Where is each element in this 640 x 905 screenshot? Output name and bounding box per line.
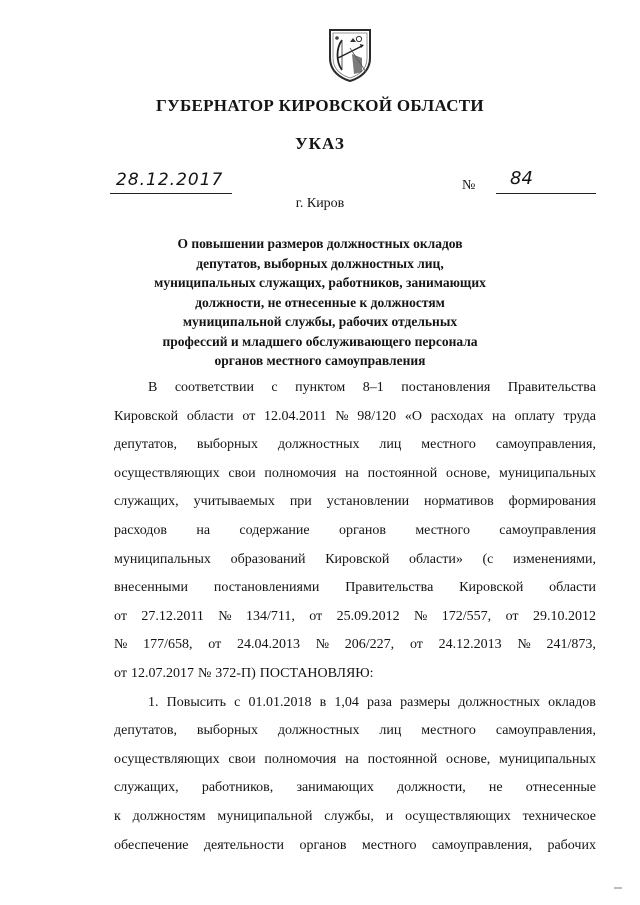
heading-line: профессий и младшего обслуживающего персонала — [162, 333, 478, 349]
paragraph-line: служащих, работников, занимающих должности, не отнесенные — [114, 780, 596, 796]
heading-line: О повышении размеров должностных окладов — [177, 236, 463, 251]
paragraph-line: В соответствии с пунктом 8–1 постановления Правительства — [148, 380, 596, 395]
paragraph-line: 1. Повысить с 01.01.2018 в 1,04 раза размеры должностных окладов — [148, 694, 596, 710]
paragraph-line: обеспечение деятельности органов местного самоуправления, рабочих — [114, 837, 596, 853]
scan-artifact — [614, 887, 622, 889]
paragraph-line: внесенными постановлениями Правительства Кировской области — [114, 580, 596, 596]
paragraph-line: осуществляющих свои полномочия на постоянной основе, муниципальных — [114, 465, 596, 481]
heading-line: должности, не отнесенные к должностям — [195, 294, 445, 310]
paragraph-line: служащих, учитываемых при установлении нормативов формирования — [114, 494, 596, 510]
document-number: 84 — [510, 168, 533, 189]
coat-of-arms-icon — [328, 28, 372, 82]
authority-title: ГУБЕРНАТОР КИРОВСКОЙ ОБЛАСТИ — [156, 96, 484, 115]
city-name: г. Киров — [295, 196, 345, 211]
document-type: УКАЗ — [295, 134, 345, 153]
paragraph-line: к должностям муниципальной службы, и осуществляющих техническое — [114, 809, 596, 824]
number-label: № — [462, 178, 476, 193]
heading-line: депутатов, выборных должностных лиц, — [196, 255, 444, 271]
heading-line: органов местного самоуправления — [214, 353, 426, 368]
paragraph-line: осуществляющих свои полномочия на постоянной основе, муниципальных — [114, 751, 596, 767]
number-underline — [496, 193, 596, 194]
paragraph-line: Кировской области от 12.04.2011 № 98/120 «О расходах на оплату труда — [114, 408, 596, 424]
heading-line: муниципальной службы, рабочих отдельных — [182, 314, 458, 329]
paragraph-line: расходов на содержание органов местного самоуправления — [114, 523, 596, 538]
paragraph-line: № 177/658, от 24.04.2013 № 206/227, от 24.12.2013 № 241/873, — [114, 637, 596, 653]
paragraph-line: муниципальных образований Кировской области» (с изменениями, — [114, 551, 596, 567]
date-underline — [110, 193, 232, 194]
paragraph-line: депутатов, выборных должностных лиц местного самоуправления, — [114, 437, 596, 453]
document-date: 28.12.2017 — [116, 170, 224, 190]
heading-line: муниципальных служащих, работников, занимающих — [154, 275, 486, 290]
decree-heading — [120, 234, 520, 371]
paragraph-line: от 12.07.2017 № 372-П) ПОСТАНОВЛЯЮ: — [114, 666, 374, 681]
paragraph-line: депутатов, выборных должностных лиц местного самоуправления, — [114, 723, 596, 739]
paragraph-line: от 27.12.2011 № 134/711, от 25.09.2012 № 172/557, от 29.10.2012 — [114, 608, 596, 624]
